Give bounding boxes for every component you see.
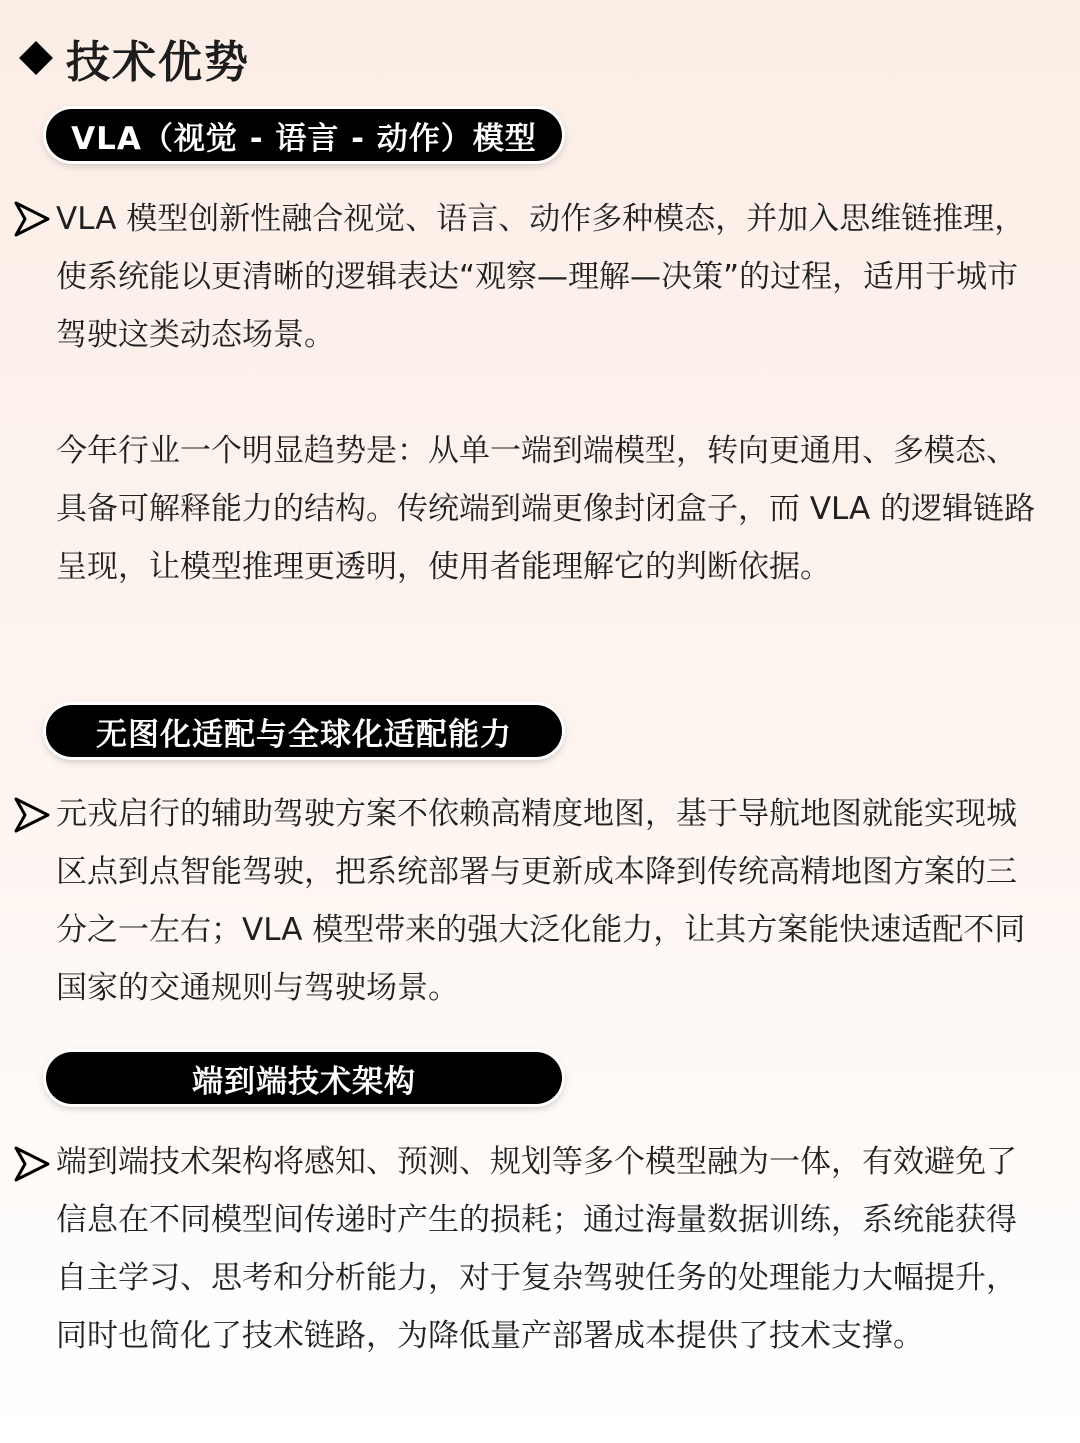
paragraph-vla-intro: VLA 模型创新性融合视觉、语言、动作多种模态，并加入思维链推理，使系统能以更清晰的逻辑表达“观察—理解—决策”的过程，适用于城市驾驶这类动态场景。 [56, 201, 1026, 353]
section-heading-vla: VLA（视觉 - 语言 - 动作）模型 [46, 109, 562, 161]
section-heading-mapless: 无图化适配与全球化适配能力 [46, 705, 562, 757]
arrow-bullet-icon [14, 1144, 50, 1184]
diamond-bullet-icon [19, 41, 53, 75]
page-title-text: 技术优势 [66, 37, 250, 88]
page-title [18, 28, 250, 88]
paragraph-mapless: 元戎启行的辅助驾驶方案不依赖高精度地图，基于导航地图就能实现城区点到点智能驾驶，把系统部署与更新成本降到传统高精地图方案的三分之一左右；VLA 模型带来的强大泛化能力，让其方案能快速适配不同国家的交通规则与驾驶场景。 [56, 796, 1026, 1006]
section-heading-end-to-end: 端到端技术架构 [46, 1052, 562, 1104]
paragraph-end-to-end: 端到端技术架构将感知、预测、规划等多个模型融为一体，有效避免了信息在不同模型间传递时产生的损耗；通过海量数据训练，系统能获得自主学习、思考和分析能力，对于复杂驾驶任务的处理能力大幅提升，同时也简化了技术链路，为降低量产部署成本提供了技术支撑。 [56, 1144, 1017, 1354]
paragraph-vla-trend: 今年行业一个明显趋势是：从单一端到端模型，转向更通用、多模态、具备可解释能力的结构。传统端到端更像封闭盒子，而 VLA 的逻辑链路呈现，让模型推理更透明，使用者能理解它的判断依据。 [56, 433, 1036, 585]
arrow-bullet-icon [14, 795, 50, 835]
arrow-bullet-icon [14, 199, 50, 239]
